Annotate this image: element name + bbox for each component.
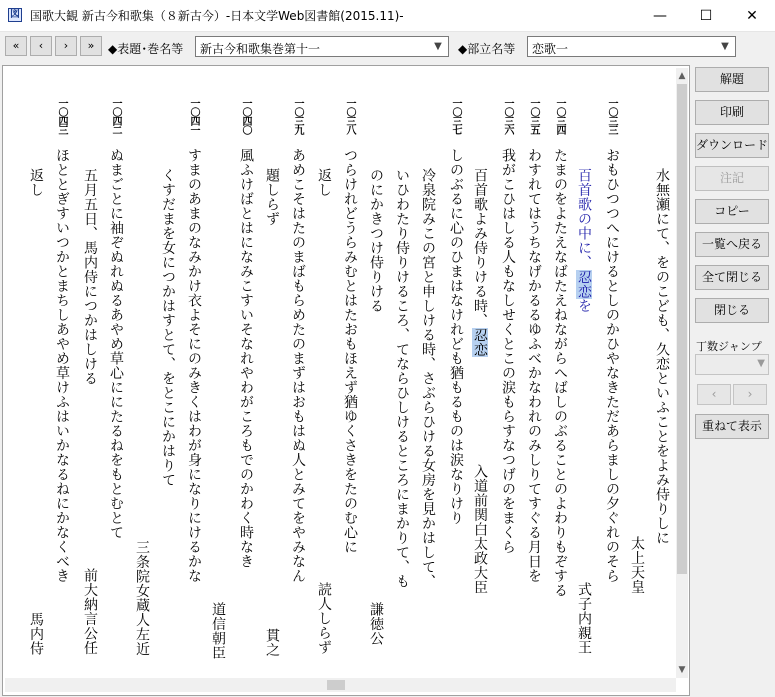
notes-button[interactable]: 注記 — [695, 166, 769, 191]
poem-number: 一〇三七 — [450, 98, 461, 134]
poem-author: 馬内侍 — [28, 612, 44, 656]
topic-highlight: 忍恋 — [576, 269, 592, 299]
poem-topic — [467, 168, 492, 678]
poem-author: 謙徳公 — [368, 602, 384, 646]
maximize-button[interactable]: ☐ — [699, 7, 713, 24]
section-select-value: 恋歌一 — [532, 42, 569, 56]
last-page-button[interactable]: » — [80, 36, 102, 56]
poem-text: つらけれどうらみむとはたおもほえず猶ゆくさきをたのむ心に — [342, 148, 358, 554]
poem-preface: くすだまを女につかはすとて、をとこにかはりて — [160, 168, 176, 487]
jump-prev-button[interactable]: ‹ — [697, 384, 731, 405]
poem-text: あめこそはたのまばもらめたのまずはおもはぬ人とみてをやみなん — [290, 148, 306, 583]
print-button[interactable]: 印刷 — [695, 100, 769, 125]
poem-number: 一〇四二 — [110, 98, 121, 134]
close-all-button[interactable]: 全て閉じる — [695, 265, 769, 290]
overlay-display-button[interactable]: 重ねて表示 — [695, 414, 769, 439]
title-label: ◆表題･巻名等 — [108, 42, 184, 56]
next-page-button[interactable]: › — [55, 36, 77, 56]
poem-preface: 水無瀬にて、をのこども、久恋といふことをよみ侍りしに — [654, 168, 670, 545]
poem-preface: のにかきつけ侍りける — [368, 168, 384, 313]
poem-preface: 五月五日、馬内侍につかはしける — [82, 168, 98, 386]
topic-text: 百首歌の中に、 — [576, 168, 592, 270]
poem-author: 読人しらず — [316, 582, 332, 655]
title-bar — [0, 0, 775, 32]
poem-text: ほととぎすいつかとまちしあやめ草けふはいかなるねにかなくべき — [54, 148, 70, 583]
copy-button[interactable]: コピー — [695, 199, 769, 224]
poem-author: 入道前関白太政大臣 — [472, 464, 488, 595]
close-panel-button[interactable]: 閉じる — [695, 298, 769, 323]
poem-author: 道信朝臣 — [210, 602, 226, 660]
poem-number: 一〇四〇 — [240, 98, 251, 134]
poem-text: 風ふけばとはになみこすいそなれやわがころもでのかわく時なき — [238, 148, 254, 569]
horizontal-scroll-thumb[interactable] — [327, 680, 345, 690]
poem-number: 一〇四一 — [188, 98, 199, 134]
app-book-icon: 図 — [10, 9, 20, 20]
poem-author: 式子内親王 — [576, 582, 592, 655]
poem-text: わすれてはうちなげかるるゆふべかなわれのみしりてすぐる月日を — [526, 148, 542, 583]
chevron-down-icon: ▼ — [757, 358, 765, 369]
poem-number: 一〇四三 — [56, 98, 67, 134]
topic-text: 百首歌よみ侍りける時、 — [472, 168, 488, 328]
poem-reply-label: 返し — [28, 168, 44, 197]
vertical-text-content — [5, 68, 674, 678]
section-label: ◆部立名等 — [458, 42, 516, 56]
about-button[interactable]: 解題 — [695, 67, 769, 92]
close-button[interactable]: ✕ — [746, 7, 758, 24]
poem-topic: 題しらず — [264, 168, 280, 226]
poem-text: ぬまごとに袖ぞぬれぬるあやめ草心ににたるねをもとむとて — [108, 148, 124, 540]
poem-text: たまのをよたえなばたえねながらへばしのぶることのよわりもぞする — [552, 148, 568, 598]
poem-number: 一〇三五 — [528, 98, 539, 134]
poem-text: しのぶるに心のひまはなけれども猶もるものは涙なりけり — [448, 148, 464, 525]
horizontal-scrollbar[interactable] — [5, 678, 676, 692]
download-button[interactable]: ダウンロード — [695, 133, 769, 158]
poem-number: 一〇三四 — [554, 98, 565, 134]
page-jump-label: 丁数ジャンプ — [696, 340, 762, 353]
poem-preface: いひわたり侍りけるころ、てならひしけるところにまかりて、も — [394, 168, 410, 589]
poem-preface: 冷泉院みこの宮と申しける時、さぶらひける女房を見かはして、 — [420, 168, 436, 589]
poem-text: 我がこひはしる人もなしせくとこの涙もらすなつげのをまくら — [500, 148, 516, 554]
poem-author: 貫之 — [264, 628, 280, 657]
poem-number: 一〇三三 — [606, 98, 617, 134]
poem-number: 一〇三八 — [344, 98, 355, 134]
scroll-down-icon[interactable]: ▼ — [678, 665, 686, 675]
title-select-value: 新古今和歌集巻第十一 — [200, 42, 321, 56]
topic-tail: を — [576, 298, 592, 313]
jump-next-button[interactable]: › — [733, 384, 767, 405]
title-select[interactable] — [195, 36, 449, 57]
back-to-list-button[interactable]: 一覧へ戻る — [695, 232, 769, 257]
poem-number: 一〇三九 — [292, 98, 303, 134]
page-jump-select[interactable] — [695, 354, 769, 375]
vertical-scrollbar[interactable] — [676, 68, 688, 678]
chevron-down-icon: ▼ — [434, 41, 442, 52]
poem-author: 太上天皇 — [629, 536, 645, 594]
minimize-button[interactable]: — — [653, 7, 667, 24]
window-title: 国歌大観 新古今和歌集（８新古今）-日本文学Web図書館(2015.11)- — [30, 9, 404, 23]
toolbar — [0, 32, 775, 62]
vertical-scroll-thumb[interactable] — [677, 84, 687, 574]
poem-reply-label: 返し — [316, 168, 332, 197]
poem-text: おもひつつへにけるとしのかひやなきただあらましの夕ぐれのそら — [604, 148, 620, 583]
scroll-up-icon[interactable]: ▲ — [678, 71, 686, 81]
prev-page-button[interactable]: ‹ — [30, 36, 52, 56]
first-page-button[interactable]: « — [5, 36, 27, 56]
poem-number: 一〇三六 — [502, 98, 513, 134]
section-select[interactable] — [527, 36, 736, 57]
poem-author: 前大納言公任 — [82, 568, 98, 655]
text-pane[interactable] — [2, 65, 690, 696]
topic-highlight: 忍恋 — [472, 327, 488, 357]
poem-text: すまのあまのなみかけ衣よそにのみきくはわが身になりにけるかな — [186, 148, 202, 583]
poem-author: 三条院女蔵人左近 — [134, 540, 150, 656]
chevron-down-icon: ▼ — [721, 41, 729, 52]
